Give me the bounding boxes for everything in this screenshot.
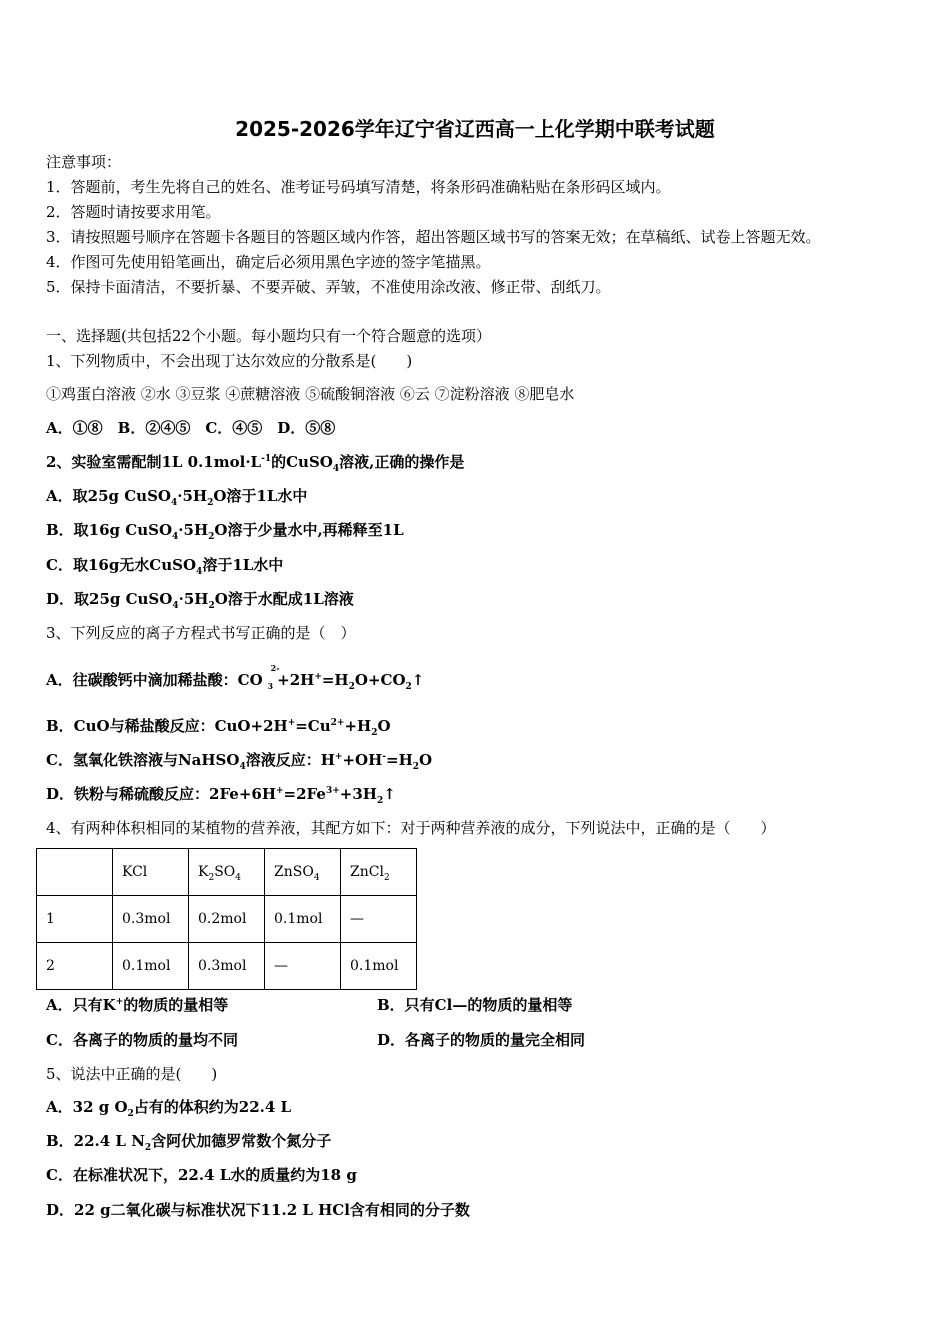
table-cell: 0.1mol <box>265 896 341 943</box>
page-title: 2025-2026学年辽宁省辽西高一上化学期中联考试题 <box>235 117 715 141</box>
table-cell: 0.1mol <box>113 943 189 990</box>
notice-item: 5．保持卡面清洁，不要折暴、不要弄破、弄皱，不准使用涂改液、修正带、刮纸刀。 <box>46 278 611 296</box>
q4-option-c: C．各离子的物质的量均不同 <box>46 1031 238 1049</box>
table-header-kcl: KCl <box>113 849 189 896</box>
table-header-k2so4: $K_2SO_4$ <box>189 849 265 896</box>
notice-item: 3．请按照题号顺序在答题卡各题目的答题区域内作答，超出答题区域书写的答案无效；在草稿纸、试卷上答题无效。 <box>46 228 821 246</box>
table-cell: 0.3mol <box>113 896 189 943</box>
q1-items: ①鸡蛋白溶液 ②水 ③豆浆 ④蔗糖溶液 ⑤硫酸铜溶液 ⑥云 ⑦淀粉溶液 ⑧肥皂水 <box>46 385 575 403</box>
q4-option-d: D．各离子的物质的量完全相同 <box>377 1031 586 1049</box>
q3-option-d: D．铁粉与稀硫酸反应：$2Fe+6H^+=2Fe^{3+}+3H_2↑$ <box>46 785 396 806</box>
notice-item: 1．答题前，考生先将自己的姓名、准考证号码填写清楚，将条形码准确粘贴在条形码区域内。 <box>46 178 671 196</box>
q2-option-b: B．取16g $CuSO_4\cdot 5H_2O$溶于少量水中,再稀释至1L <box>46 521 404 542</box>
table-header-zncl2: ZnCl$_2$ <box>341 849 417 896</box>
table-cell: — <box>341 896 417 943</box>
notice-item: 4．作图可先使用铅笔画出，确定后必须用黑色字迹的签字笔描黑。 <box>46 253 491 271</box>
q2-option-d: D．取25g $CuSO_4\cdot 5H_2O$溶于水配成1L溶液 <box>46 590 354 611</box>
table-cell: 0.1mol <box>341 943 417 990</box>
table-cell <box>37 849 113 896</box>
q4-option-a: A．只有K+的物质的量相等 <box>46 996 229 1014</box>
table-row <box>37 943 417 990</box>
table-cell: 0.2mol <box>189 896 265 943</box>
table-header-row <box>37 849 417 896</box>
section-heading: 一、选择题(共包括22个小题。每小题均只有一个符合题意的选项） <box>46 327 491 345</box>
q5-option-a: A．32 g $O_2$占有的体积约为22.4 L <box>46 1098 292 1119</box>
notice-item: 2．答题时请按要求用笔。 <box>46 203 221 221</box>
notice-heading: 注意事项： <box>46 153 122 171</box>
q3-stem: 3、下列反应的离子方程式书写正确的是（ ） <box>46 624 356 642</box>
q2-option-c: C．取16g无水CuSO$_4$溶于1L水中 <box>46 556 284 577</box>
table-cell: 0.3mol <box>189 943 265 990</box>
q4-stem: 4、有两种体积相同的某植物的营养液，其配方如下：对于两种营养液的成分，下列说法中，正确的是（ ） <box>46 819 776 837</box>
table-cell: — <box>265 943 341 990</box>
table-header-znso4: ZnSO$_4$ <box>265 849 341 896</box>
q2-option-a: A．取25g $CuSO_4\cdot 5H_2O$溶于1L水中 <box>46 487 308 508</box>
q3-option-c: C．氢氧化铁溶液与NaHSO$_4$溶液反应：$H^++OH^-=H_2O$ <box>46 751 433 772</box>
q5-option-c: C．在标准状况下，22.4 L水的质量约为18 g <box>46 1166 357 1184</box>
q1-options: A．①⑧ B．②④⑤ C．④⑤ D．⑤⑧ <box>46 419 336 437</box>
nutrient-table <box>36 848 417 990</box>
table-row <box>37 896 417 943</box>
q2-stem: 2、实验室需配制1L $0.1mol\cdot L^{-1}$的CuSO$_4$溶液,正确的操作是 <box>46 453 465 474</box>
q1-stem: 1、下列物质中，不会出现丁达尔效应的分散系是( ) <box>46 352 413 370</box>
table-cell: 2 <box>37 943 113 990</box>
table-cell: 1 <box>37 896 113 943</box>
q5-option-b: B．22.4 L $N_2$含阿伏加德罗常数个氮分子 <box>46 1132 332 1153</box>
q5-stem: 5、说法中正确的是( ) <box>46 1065 218 1083</box>
q3-option-a: A．往碳酸钙中滴加稀盐酸：$CO^{2-}_3$ $+2H^+=H_2O+CO_2↑$ <box>46 663 425 692</box>
q4-option-b: B．只有Cl—的物质的量相等 <box>377 996 573 1014</box>
q3-option-b: B．CuO与稀盐酸反应：$CuO+2H^+=Cu^{2+}+H_2O$ <box>46 717 391 738</box>
q5-option-d: D．22 g二氧化碳与标准状况下11.2 L HCl含有相同的分子数 <box>46 1201 470 1219</box>
